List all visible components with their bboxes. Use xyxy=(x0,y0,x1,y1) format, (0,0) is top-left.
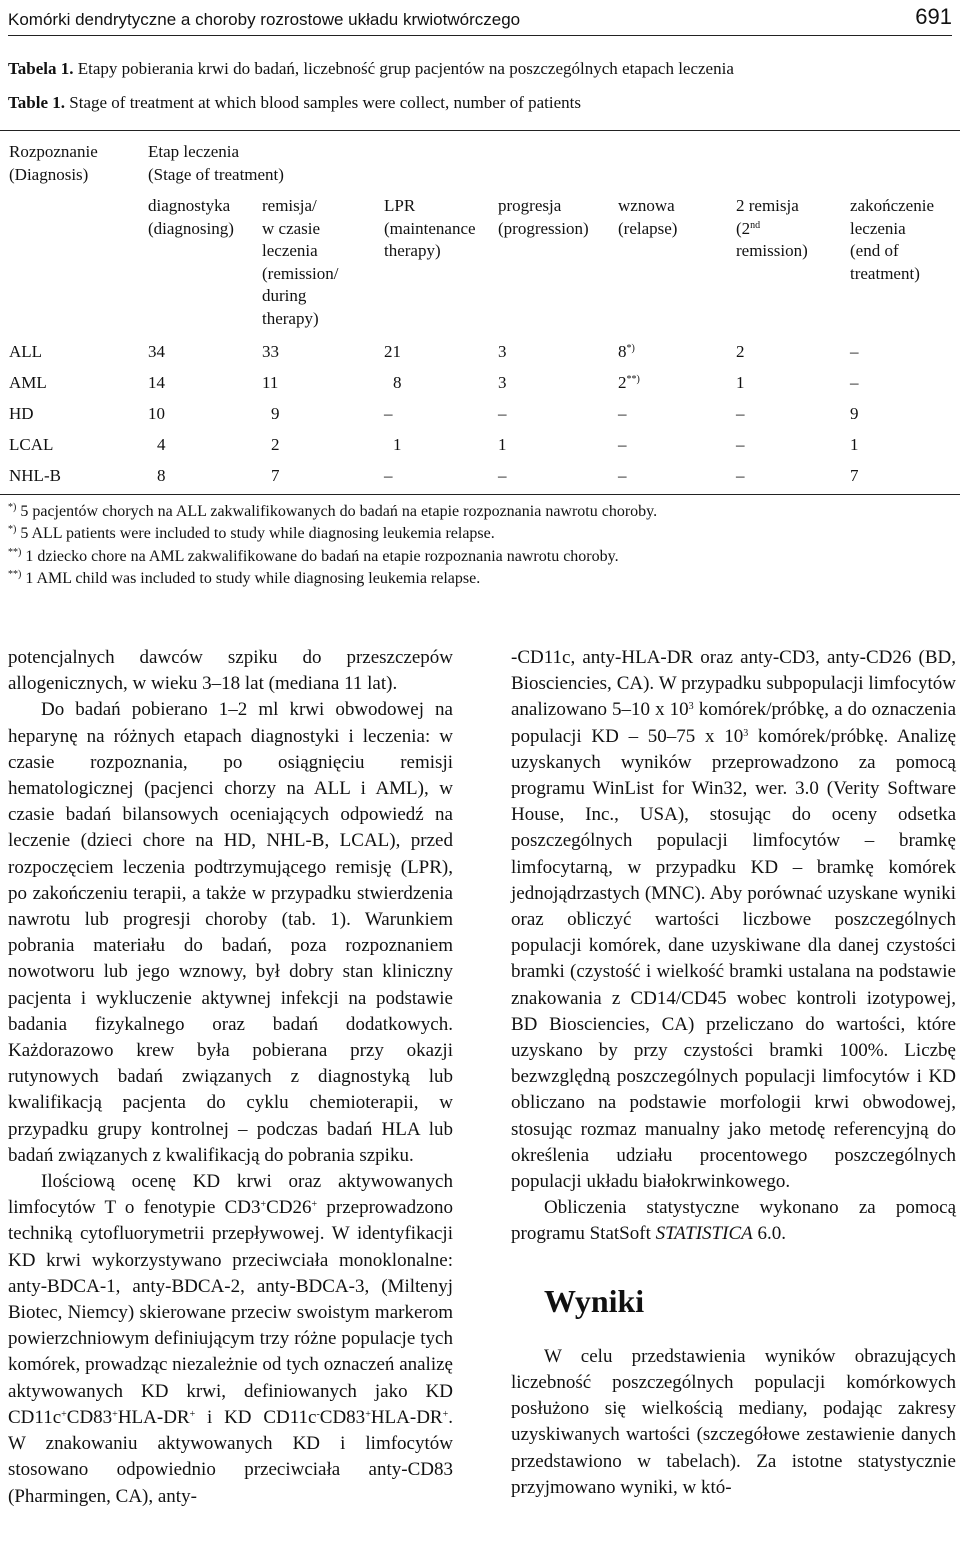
footnote-text: 1 AML child was included to study while diagnosing leukemia relapse. xyxy=(21,570,481,587)
table-caption-en xyxy=(8,93,581,113)
footnote-text: 5 pacjentów chorych na ALL zakwalifikowanych do badań na etapie rozpoznania nawrotu choroby. xyxy=(16,503,658,520)
table-footnote xyxy=(8,548,619,566)
table-cell: 9 xyxy=(850,404,859,423)
paragraph: W celu przedstawienia wyników obrazujących liczebność poszczególnych populacji komórkowych posłużono się wielkością mediany, podając zakresy uzyskiwanych wartości (szczegółowe zestawienie danych przedstawiono w tabelach). Za istotne statystycznie przyjmowano wyniki, w któ- xyxy=(511,1345,956,1498)
text-run: Obliczenia statystyczne wykonano za pomocą programu StatSoft xyxy=(511,1197,956,1245)
footnote-marker: *) xyxy=(626,343,635,354)
row-label: ALL xyxy=(9,342,43,361)
col-header-end-of-treatment xyxy=(850,195,934,285)
table-cell: 21 xyxy=(384,342,401,361)
table-cell-relapse xyxy=(618,341,635,364)
col-header-line: zakończenie xyxy=(850,196,934,215)
text-run: przeprowadzono techniką cytofluorymetrii przepływowej. W identyfikacji KD krwi wykorzystywano przeciwciała monoklonalne: anty-BDCA-1, anty-BDCA-2, anty-BDCA-3, (Miltenyj Biotec, Niemcy) skierowane przeciw swoistym markerom powierzchniowym definiującym trzy różne populacje tych komórek, prowadząc niezależnie od tych oznaczeń analizę aktywowanych KD krwi, definiowanych jako KD CD11c xyxy=(8,1197,454,1428)
col-header-line: progresja xyxy=(498,196,562,215)
table-cell: – xyxy=(618,466,627,485)
section-heading: Wyniki xyxy=(544,1282,645,1319)
col-header-maintenance xyxy=(384,195,476,263)
table-cell: – xyxy=(498,404,507,423)
superscript: + xyxy=(365,1408,371,1420)
table-cell: 3 xyxy=(498,342,507,361)
table-cell: 14 xyxy=(148,373,165,392)
table-cell-relapse xyxy=(618,372,640,395)
row-label: NHL-B xyxy=(9,466,61,485)
table-cell: 34 xyxy=(148,342,165,361)
col-header-line: treatment) xyxy=(850,263,920,283)
paragraph xyxy=(511,645,956,1195)
table-cell: 2 xyxy=(271,435,280,454)
header-diagnosis xyxy=(9,141,98,186)
table-cell: 7 xyxy=(271,466,280,485)
table-cell: 11 xyxy=(262,373,279,392)
paragraph xyxy=(511,1195,956,1247)
running-header xyxy=(8,0,952,36)
text-run: Ilościową ocenę KD krwi oraz aktywowanych limfocytów T o fenotypie CD3 xyxy=(8,1171,453,1219)
superscript: 3 xyxy=(743,727,749,739)
page-number: 691 xyxy=(915,4,952,29)
table-cell: – xyxy=(618,404,627,423)
running-title: Komórki dendrytyczne a choroby rozrostowe układu krwiotwórczego xyxy=(8,10,521,29)
text-run: 6.0. xyxy=(752,1223,786,1245)
col-header-line: (diagnosing) xyxy=(148,218,234,238)
col-header-line: during xyxy=(262,286,307,305)
paragraph xyxy=(8,1169,453,1510)
table-cell: – xyxy=(384,404,393,423)
footnote-marker: *) xyxy=(8,502,17,513)
table-footnote xyxy=(8,570,480,588)
superscript: + xyxy=(260,1199,267,1211)
header-diagnosis-en: (Diagnosis) xyxy=(9,164,89,184)
col-header-line: remission) xyxy=(736,241,808,260)
table-cell: – xyxy=(736,404,745,423)
col-header-line: 2 remisja xyxy=(736,196,799,215)
superscript: + xyxy=(442,1408,449,1420)
paragraph: potencjalnych dawców szpiku do przeszczepów allogenicznych, w wieku 3–18 lat (mediana 11 lat). xyxy=(8,647,453,695)
table-cell-value: 8 xyxy=(618,342,627,361)
col-header-diagnosing xyxy=(148,195,234,240)
col-header-line: LPR xyxy=(384,196,416,215)
superscript: + xyxy=(311,1199,318,1211)
col-header-line xyxy=(736,218,808,241)
table-cell: 7 xyxy=(850,466,859,485)
table-cell: – xyxy=(850,373,859,392)
table-footnote xyxy=(8,525,495,543)
text-run: -CD11c, anty-HLA-DR oraz anty-CD3, anty-CD26 (BD, Biosciencies, CA). W przypadku subpopulacji limfocytów analizowano 5–10 x 10 xyxy=(511,647,956,721)
col-header-line: wznowa xyxy=(618,196,675,215)
superscript: + xyxy=(61,1408,67,1420)
body-column-left xyxy=(8,645,453,1510)
col-header-line: leczenia xyxy=(850,218,906,238)
table-cell: 1 xyxy=(498,435,507,454)
text-run: HLA-DR xyxy=(370,1406,443,1428)
table-top-rule xyxy=(0,130,960,131)
table-cell: 1 xyxy=(850,435,859,454)
table-caption-pl xyxy=(8,59,734,79)
table-cell: – xyxy=(498,466,507,485)
row-label: LCAL xyxy=(9,435,54,454)
text-run: CD83 xyxy=(66,1406,113,1428)
table-cell: 1 xyxy=(393,435,402,454)
body-column-right xyxy=(511,645,956,1501)
table-cell: 2 xyxy=(736,342,745,361)
superscript: - xyxy=(316,1408,320,1420)
table-cell: 9 xyxy=(271,404,280,423)
table-cell-value: 2 xyxy=(618,373,627,392)
table-bottom-rule xyxy=(0,494,960,495)
col-header-line: (end of xyxy=(850,241,899,260)
col-header-relapse xyxy=(618,195,677,240)
table-cell: – xyxy=(736,435,745,454)
header-stage-en: (Stage of treatment) xyxy=(148,164,284,184)
table-cell: 33 xyxy=(262,342,279,361)
header-stage xyxy=(148,141,284,186)
row-label: HD xyxy=(9,404,34,423)
ordinal-suffix: nd xyxy=(750,219,761,231)
col-header-2nd-remission xyxy=(736,195,808,263)
col-header-line: remisja/ xyxy=(262,196,317,215)
table-label-pl: Tabela 1. xyxy=(8,59,74,78)
text-run: . W znakowaniu aktywowanych KD i limfocytów stosowano odpowiednio przeciwciała anty-CD83 (Pharmingen, CA), anty- xyxy=(8,1406,453,1507)
table-cell: 8 xyxy=(393,373,402,392)
table-cell: 4 xyxy=(157,435,166,454)
text-run: i KD CD11c xyxy=(195,1406,317,1428)
paragraph: Do badań pobierano 1–2 ml krwi obwodowej na heparynę na różnych etapach diagnostyki i leczenia: w czasie rozpoznania, po osiągnięciu remisji hematologicznej (pacjenci chorzy na ALL i AML), w czasie badań bilansowych oceniających odpowiedź na leczenie (dzieci chore na HD, NHL-B, LCAL), przed rozpoczęciem leczenia podtrzymującego remisję (LPR), po zakończeniu terapii, a także w przypadku stwierdzenia nawrotu lub progresji choroby (tab. 1). Warunkiem pobrania materiału do badań, poza rozpoznaniem nowotworu lub jego wznowy, był dobry stan kliniczny pacjenta i wykluczenie aktywnej infekcji na podstawie badania fizykalnego oraz badań dodatkowych. Każdorazowo krew była pobierana przy okazji rutynowych badań związanych z diagnostyką lub kwalifikacją pacjenta do cyklu chemioterapii, w przypadku grupy kontrolnej – podczas badań HLA lub badań związanych z kwalifikacją do pobrania szpiku. xyxy=(8,699,453,1166)
row-label: AML xyxy=(9,373,47,392)
col-header-line: therapy) xyxy=(384,241,441,260)
header-stage-pl: Etap leczenia xyxy=(148,142,240,161)
table-cell: – xyxy=(736,466,745,485)
col-header-progression xyxy=(498,195,589,240)
table-cell: – xyxy=(850,342,859,361)
text-run: komórek/próbkę. Analizę uzyskanych wyników przeprowadzono za pomocą programu WinList for Win32, wer. 3.0 (Verity Software House, Inc., USA), stosując do oceny odsetka poszczególnych populacji limfocytów – bramkę limfocytarną, w przypadku KD – bramkę komórek jednojądrzastych (MNC). Aby porównać uzyskane wyniki oraz obliczyć wartości liczbowe poszczególnych populacji komórek, dane uzyskiwane dla danej czystości bramki (czystość i wielkość bramki ustalana na podstawie znakowania z CD14/CD45 wobec kontroli izotypowej, BD Biosciencies, CA) przeliczano do wartości, które uzyskano by przy czystości bramki 100%. Liczbę bezwzględną poszczególnych populacji limfocytów i KD obliczano na podstawie morfologii krwi obwodowej, stosując rozmaz manualny jako metodę referencyjną do określenia udziału procentowego poszczególnych populacji układu białokrwinkowego. xyxy=(511,725,957,1193)
software-name: STATISTICA xyxy=(655,1223,753,1245)
col-header-line: (remission/ xyxy=(262,263,339,283)
col-header-line: diagnostyka xyxy=(148,196,231,215)
table-cell: – xyxy=(384,466,393,485)
text-run: CD83 xyxy=(319,1406,366,1428)
text-run: komórek/próbkę, a do oznaczenia populacji KD – 50–75 x 10 xyxy=(511,699,957,747)
superscript: 3 xyxy=(688,701,694,713)
col-header-text: (2 xyxy=(736,218,751,238)
col-header-line: therapy) xyxy=(262,308,319,328)
table-cell: 1 xyxy=(736,373,745,392)
footnote-text: 1 dziecko chore na AML zakwalifikowane do badań na etapie rozpoznania nawrotu choroby. xyxy=(21,548,619,565)
footnote-marker: **) xyxy=(8,547,22,558)
col-header-line: (relapse) xyxy=(618,218,678,238)
table-cell: 8 xyxy=(157,466,166,485)
superscript: + xyxy=(189,1408,196,1420)
col-header-line: w czasie xyxy=(262,218,321,238)
header-diagnosis-pl: Rozpoznanie xyxy=(9,142,98,161)
col-header-line: (maintenance xyxy=(384,218,476,238)
superscript: + xyxy=(112,1408,118,1420)
footnote-marker: **) xyxy=(626,374,640,385)
text-run: HLA-DR xyxy=(117,1406,190,1428)
col-header-remission xyxy=(262,195,339,330)
footnote-marker: **) xyxy=(8,569,22,580)
table-cell: – xyxy=(618,435,627,454)
table-label-en: Table 1. xyxy=(8,93,66,112)
table-cell: 10 xyxy=(148,404,165,423)
col-header-line: (progression) xyxy=(498,218,589,238)
text-run: CD26 xyxy=(266,1197,312,1219)
footnote-marker: *) xyxy=(8,524,17,535)
table-title-pl: Etapy pobierania krwi do badań, liczebność grup pacjentów na poszczególnych etapach leczenia xyxy=(73,59,734,78)
col-header-line: leczenia xyxy=(262,241,318,260)
table-cell: 3 xyxy=(498,373,507,392)
table-title-en: Stage of treatment at which blood samples were collect, number of patients xyxy=(65,93,581,112)
footnote-text: 5 ALL patients were included to study while diagnosing leukemia relapse. xyxy=(16,525,495,542)
table-footnote xyxy=(8,503,657,521)
